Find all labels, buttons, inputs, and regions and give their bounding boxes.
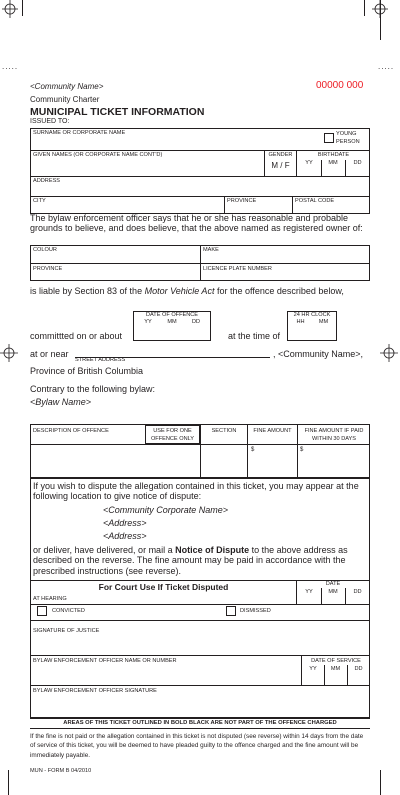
court-yy: YY	[305, 589, 313, 595]
officer-signature-label: BYLAW ENFORCEMENT OFFICER SIGNATURE	[33, 688, 157, 694]
bold-notice: AREAS OF THIS TICKET OUTLINED IN BOLD BLACK ARE NOT PART OF THE OFFENCE CHARGED	[63, 720, 337, 726]
description-field[interactable]	[33, 450, 193, 472]
officer-name-label: BYLAW ENFORCEMENT OFFICER NAME OR NUMBER	[33, 658, 177, 664]
birthdate-yy: YY	[305, 160, 313, 166]
offence-mm: MM	[167, 319, 177, 325]
officer-name-field[interactable]	[33, 668, 293, 682]
community-suffix: , <Community Name>,	[273, 349, 364, 359]
liability-statement	[30, 286, 370, 296]
service-mm: MM	[330, 666, 341, 672]
motor-vehicle-act: Motor Vehicle Act	[144, 286, 215, 296]
service-yy: YY	[309, 666, 317, 672]
dispute-corp-name: <Community Corporate Name>	[103, 505, 229, 515]
convicted-label: CONVICTED	[52, 608, 85, 614]
crop-mark-bottom-left	[8, 770, 9, 795]
birthdate-mm: MM	[328, 160, 338, 166]
deliver-suffix: to the above address as described on the reverse. The fine amount may be paid in accordance with the prescribed instructions (see reverse).	[33, 545, 348, 576]
use-for-one-label: USE FOR ONE OFFENCE ONLY	[150, 428, 195, 442]
dismissed-checkbox[interactable]	[226, 606, 236, 616]
service-dd: DD	[354, 666, 363, 672]
fine-amount-header: FINE AMOUNT	[253, 428, 292, 434]
at-time-of-label: at the time of	[228, 331, 281, 341]
street-address-label: STREET ADDRESS	[75, 357, 126, 363]
section-header: SECTION	[211, 428, 237, 434]
birthdate-label: BIRTHDATE	[317, 152, 350, 158]
crop-mark-top-right	[364, 0, 365, 16]
convicted-checkbox[interactable]	[37, 606, 47, 616]
trim-dots-right: .....	[378, 62, 395, 71]
crop-mark-bottom-right	[380, 770, 381, 795]
dispute-deliver	[33, 545, 367, 576]
given-names-label: GIVEN NAMES (OR CORPORATE NAME CONT'D)	[33, 152, 163, 158]
surname-field[interactable]	[33, 138, 313, 149]
clock-label: 24 HR CLOCK	[293, 312, 331, 318]
bylaw-name: <Bylaw Name>	[30, 397, 92, 407]
dispute-address-2: <Address>	[103, 531, 147, 541]
ticket-number: 00000 000	[316, 80, 364, 91]
gender-values: M / F	[271, 161, 290, 170]
registration-mark-left	[0, 344, 18, 362]
make-label: MAKE	[203, 247, 219, 253]
offence-dd: DD	[191, 319, 201, 325]
street-address-field[interactable]	[77, 347, 267, 357]
clock-hh: HH	[296, 319, 305, 325]
city-label: CITY	[33, 198, 46, 204]
community-charter: Community Charter	[30, 95, 100, 104]
fine-30-days-header: FINE AMOUNT IF PAID WITHIN 30 DAYS	[304, 428, 364, 442]
committed-on-label: committted on or about	[30, 331, 123, 341]
registration-mark-right	[380, 344, 398, 362]
licence-plate-label: LICENCE PLATE NUMBER	[203, 266, 272, 272]
contrary-to-label: Contrary to the following bylaw:	[30, 384, 156, 394]
officer-statement: The bylaw enforcement officer says that he or she has reasonable and probable grounds to believe, and does believe, that the above named as registered owner of:	[30, 213, 363, 234]
offence-yy: YY	[144, 319, 152, 325]
crop-mark-top-left	[22, 0, 23, 16]
liability-suffix: for the offence described below,	[214, 286, 344, 296]
signature-justice-label: SIGNATURE OF JUSTICE	[33, 628, 100, 634]
dismissed-label: DISMISSED	[240, 608, 271, 614]
issued-to-label: ISSUED TO:	[30, 118, 70, 125]
form-id: MUN - FORM B 04/2010	[30, 768, 92, 774]
trim-dots-left: .....	[2, 62, 19, 71]
at-hearing-label: AT HEARING	[33, 596, 67, 602]
province-line: Province of British Columbia	[30, 366, 144, 376]
young-person-label: YOUNG PERSON	[336, 131, 360, 145]
address-field[interactable]	[33, 185, 363, 195]
court-mm: MM	[328, 589, 338, 595]
community-name: <Community Name>	[30, 82, 104, 91]
payment-warning: If the fine is not paid or the allegation contained in this ticket is not disputed (see reverse) within 14 days from the date of service of this ticket, you will be deemed to have pleaded guilty to the offence charged and the fine amount will be immediately payable.	[30, 733, 364, 759]
province-label: PROVINCE	[227, 198, 257, 204]
birthdate-dd: DD	[353, 160, 362, 166]
liability-prefix: is liable by Section 83 of the	[30, 286, 145, 296]
given-names-field[interactable]	[33, 162, 258, 174]
fine-30-dollar-sign: $	[300, 447, 304, 453]
dispute-address-1: <Address>	[103, 518, 147, 528]
court-date-label: DATE	[325, 581, 341, 587]
registration-mark-top-left	[0, 0, 20, 18]
date-of-service-label: DATE OF SERVICE	[311, 658, 361, 664]
court-dd: DD	[353, 589, 362, 595]
description-header: DESCRIPTION OF OFFENCE	[33, 428, 109, 434]
page-title: MUNICIPAL TICKET INFORMATION	[30, 106, 205, 118]
court-use-title: For Court Use If Ticket Disputed	[98, 582, 229, 592]
fine-dollar-sign: $	[251, 447, 255, 453]
deliver-prefix: or deliver, have delivered, or mail a	[33, 545, 176, 555]
address-label: ADDRESS	[33, 178, 61, 184]
crop-mark-right-upper	[380, 0, 381, 40]
gender-label: GENDER	[268, 152, 293, 158]
at-or-near-label: at or near	[30, 349, 69, 359]
date-of-offence-label: DATE OF OFFENCE	[145, 312, 199, 318]
clock-mm: MM	[318, 319, 329, 325]
notice-of-dispute: Notice of Dispute	[175, 545, 250, 555]
postal-code-label: POSTAL CODE	[295, 198, 335, 204]
colour-label: COLOUR	[33, 247, 57, 253]
vehicle-province-label: PROVINCE	[33, 266, 63, 272]
dispute-intro: If you wish to dispute the allegation contained in this ticket, you may appear at the following location to give notice of dispute:	[33, 481, 359, 502]
section-field[interactable]	[203, 450, 243, 472]
young-person-checkbox[interactable]	[324, 133, 334, 143]
surname-label: SURNAME OR CORPORATE NAME	[33, 130, 126, 136]
